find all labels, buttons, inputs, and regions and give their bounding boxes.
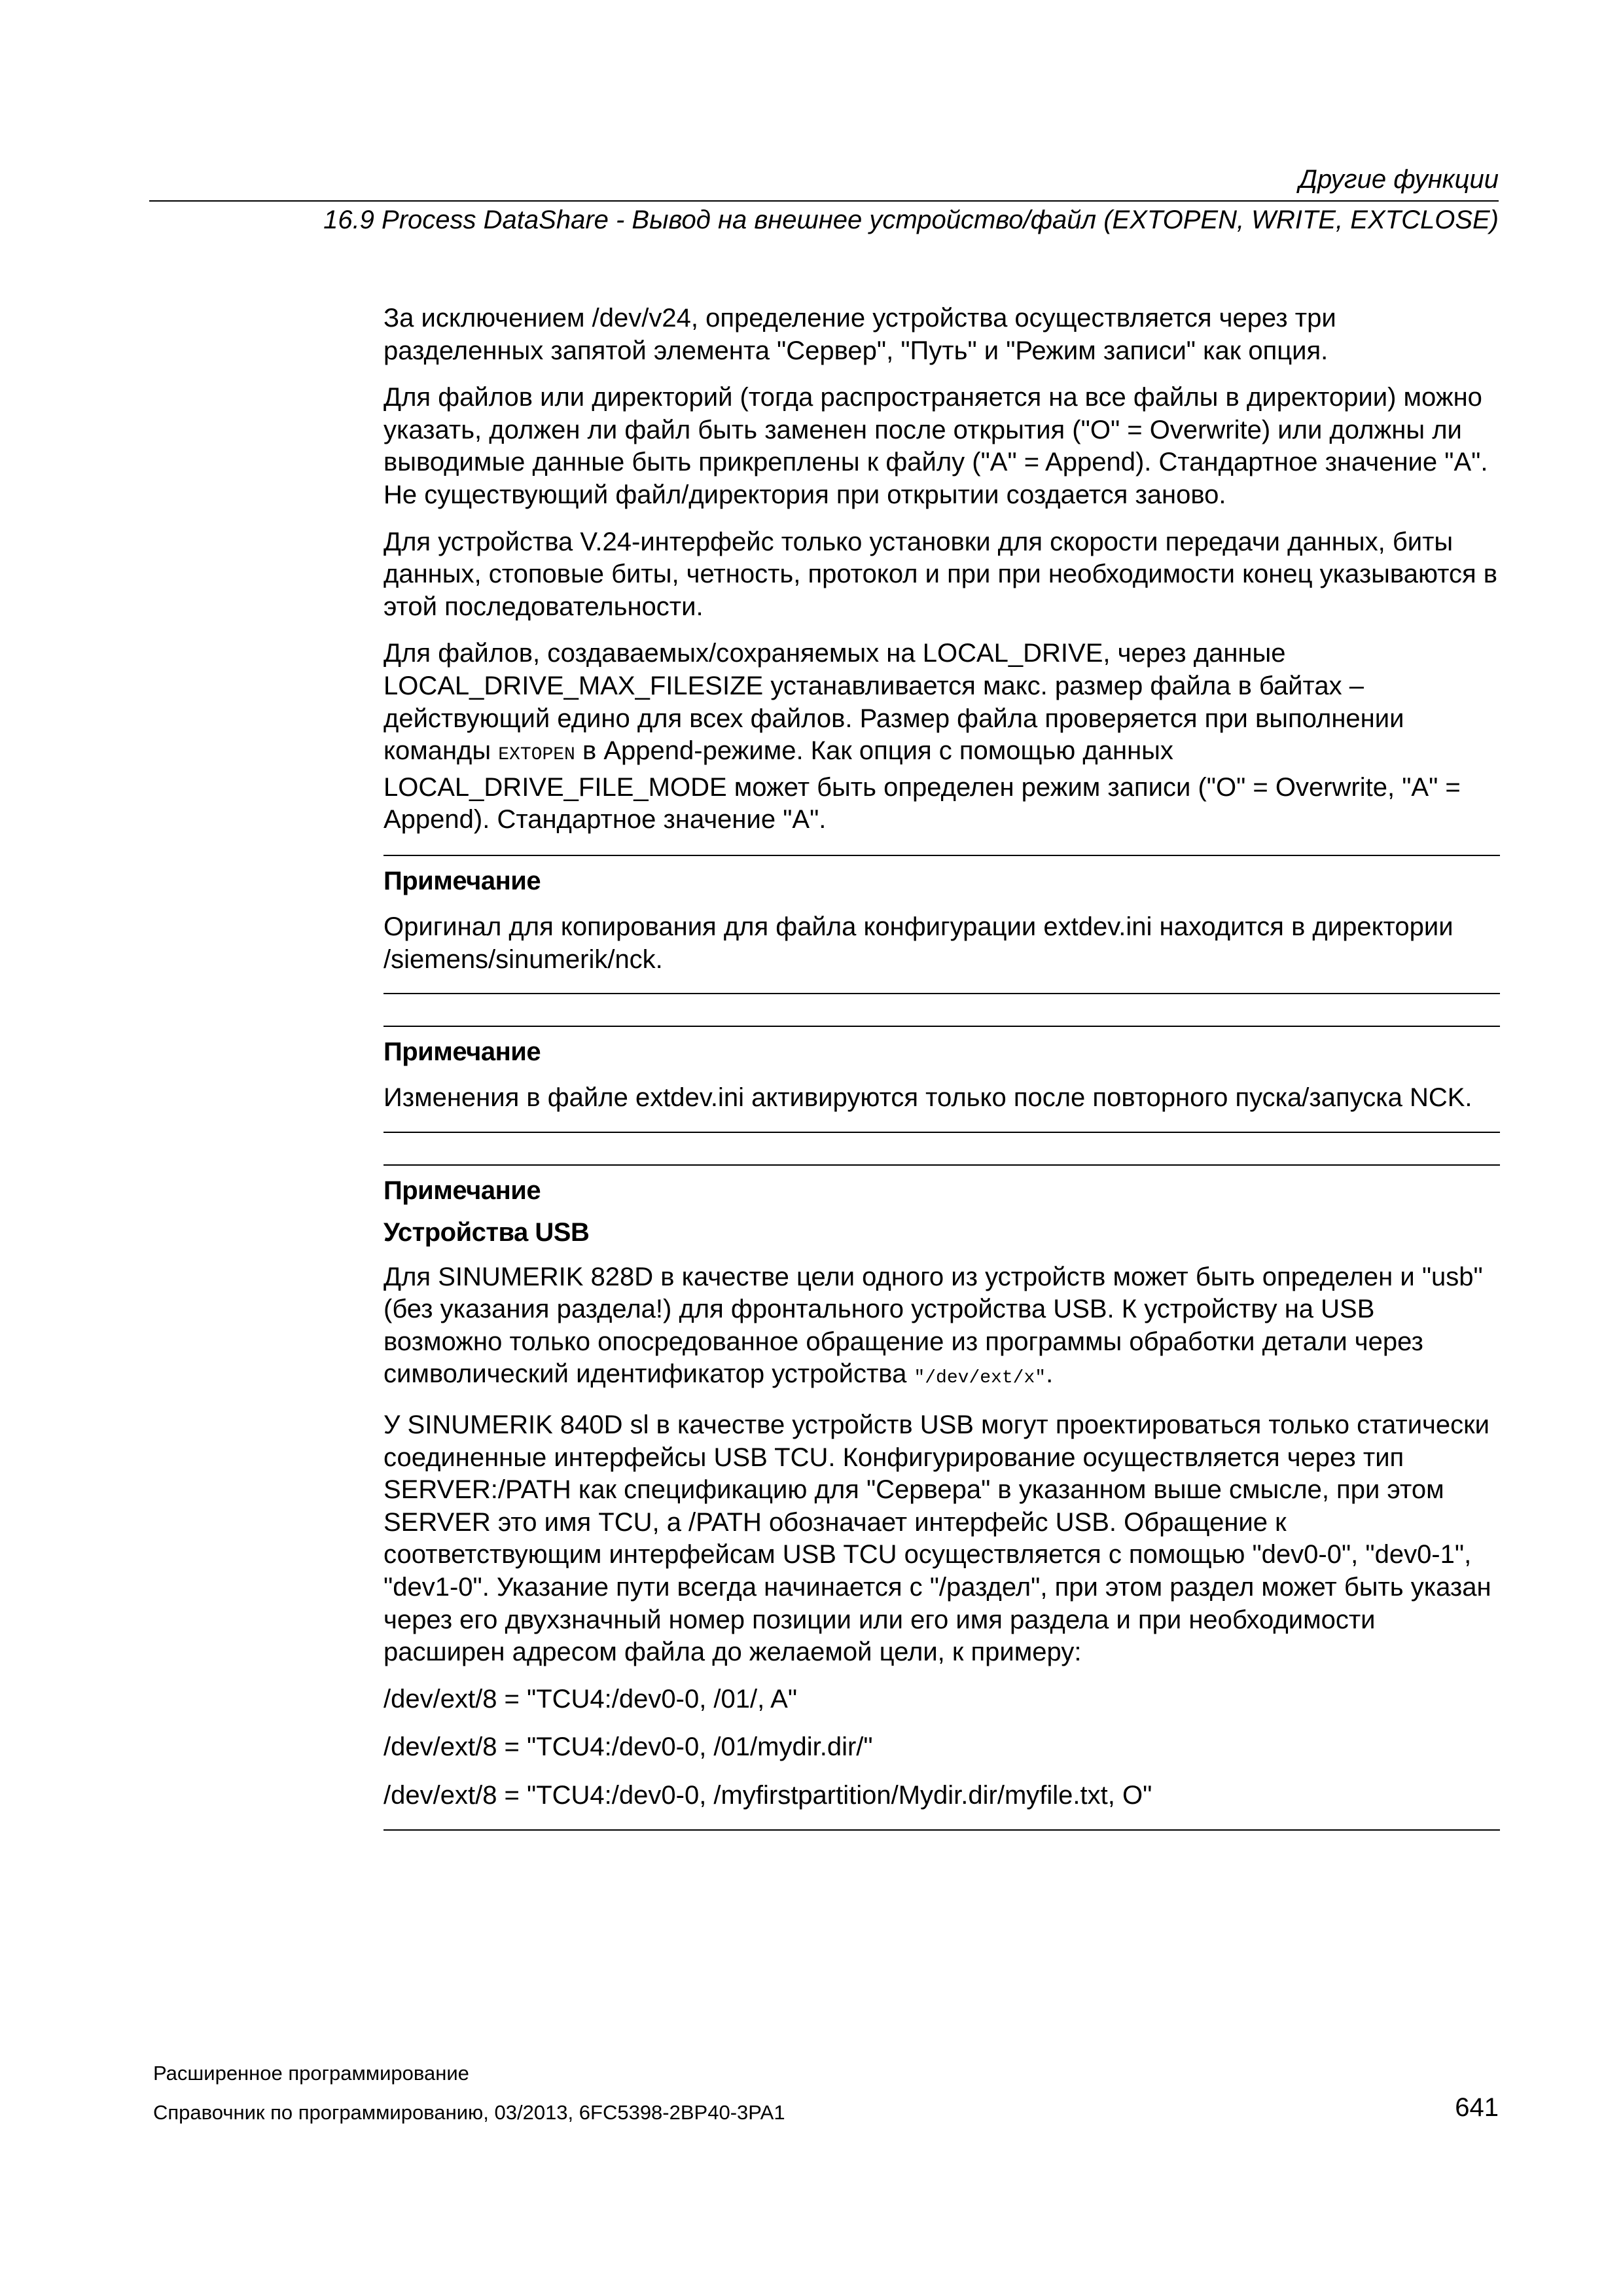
extopen-code: EXTOPEN <box>498 745 575 766</box>
section-title: 16.9 Process DataShare - Вывод на внешнее устройство/файл (EXTOPEN, WRITE, EXTCLOSE) <box>323 206 1499 234</box>
footer-manual-info: Справочник по программированию, 03/2013, 6FC5398-2BP40-3PA1 <box>153 2101 785 2124</box>
device-identifier-code: "/dev/ext/x" <box>914 1368 1046 1389</box>
note-text: Изменения в файле extdev.ini активируются только после повторного пуска/запуска NCK. <box>383 1083 1472 1113</box>
note-usb-828d-text-b: . <box>1046 1359 1054 1389</box>
note-usb-828d-text-a: Для SINUMERIK 828D в качестве цели одного из устройств может быть определен и "usb" (без указания раздела!) для фронтального устройства USB. К устройству на USB возможно только опосредованное обращение из программы обработки детали через символический идентификатор устройства <box>383 1262 1483 1389</box>
header-rule <box>149 200 1499 202</box>
paragraph-overwrite-append: Для файлов или директорий (тогда распространяется на все файлы в директории) можно указать, должен ли файл быть заменен после открытия ("O" = Overwrite) или должны ли выводимые данные быть прикреплены к файлу ("A" = Append). Стандартное значение "A". Не существующий файл/директория при открытии создается заново. <box>383 383 1488 509</box>
example-line-2: /dev/ext/8 = "TCU4:/dev0-0, /01/mydir.dir/" <box>383 1732 873 1762</box>
footer-book-title: Расширенное программирование <box>153 2062 469 2085</box>
note-title: Примечание <box>383 1175 541 1205</box>
note-usb-828d <box>383 1261 1500 1395</box>
paragraph-local-drive <box>383 637 1500 836</box>
page-number: 641 <box>1455 2093 1499 2122</box>
example-line-1: /dev/ext/8 = "TCU4:/dev0-0, /01/, A" <box>383 1684 798 1713</box>
note-usb-840d: У SINUMERIK 840D sl в качестве устройств USB могут проектироваться только статически соединенные интерфейсы USB TCU. Конфигурирование осуществляется через тип SERVER:/PATH как спецификацию для "Сервера" в указанном выше смысле, при этом SERVER это имя TCU, а /PATH обозначает интерфейс USB. Обращение к соответствующим интерфейсам USB TCU осуществляется с помощью "dev0-0", "dev0-1", "dev1-0". Указание пути всегда начинается с "/раздел", при этом раздел может быть указан через его двухзначный номер позиции или его имя раздела и при необходимости расширен адресом файла до желаемой цели, к примеру: <box>383 1410 1491 1667</box>
note-title: Примечание <box>383 866 541 895</box>
paragraph-local-drive-text-a: Для файлов, создаваемых/сохраняемых на LOCAL_DRIVE, через данные LOCAL_DRIVE_MAX_FILESIZE устанавливается макс. размер файла в байтах – действующий едино для всех файлов. Размер файла проверяется при выполнении команды <box>383 639 1404 766</box>
chapter-title: Другие функции <box>1298 165 1499 194</box>
note-box-usb <box>383 1164 1500 1831</box>
note-box-template <box>383 855 1500 994</box>
note-title: Примечание <box>383 1037 541 1067</box>
paragraph-local-drive-text-b: в Append-режиме. Как опция с помощью данных LOCAL_DRIVE_FILE_MODE может быть определен режим записи ("O" = Overwrite, "A" = Append). Стандартное значение "A". <box>383 736 1461 834</box>
main-content <box>383 302 1500 1862</box>
paragraph-device-definition: За исключением /dev/v24, определение устройства осуществляется через три разделенных запятой элемента "Сервер", "Путь" и "Режим записи" как опция. <box>383 304 1336 365</box>
note-box-restart <box>383 1026 1500 1133</box>
example-line-3: /dev/ext/8 = "TCU4:/dev0-0, /myfirstpartition/Mydir.dir/myfile.txt, O" <box>383 1781 1152 1810</box>
paragraph-v24-settings: Для устройства V.24-интерфейс только установки для скорости передачи данных, биты данных, стоповые биты, четность, протокол и при при необходимости конец указываются в этой последовательности. <box>383 527 1497 621</box>
note-text: Оригинал для копирования для файла конфигурации extdev.ini находится в директории /siemens/sinumerik/nck. <box>383 912 1454 974</box>
note-subtitle: Устройства USB <box>383 1217 590 1247</box>
